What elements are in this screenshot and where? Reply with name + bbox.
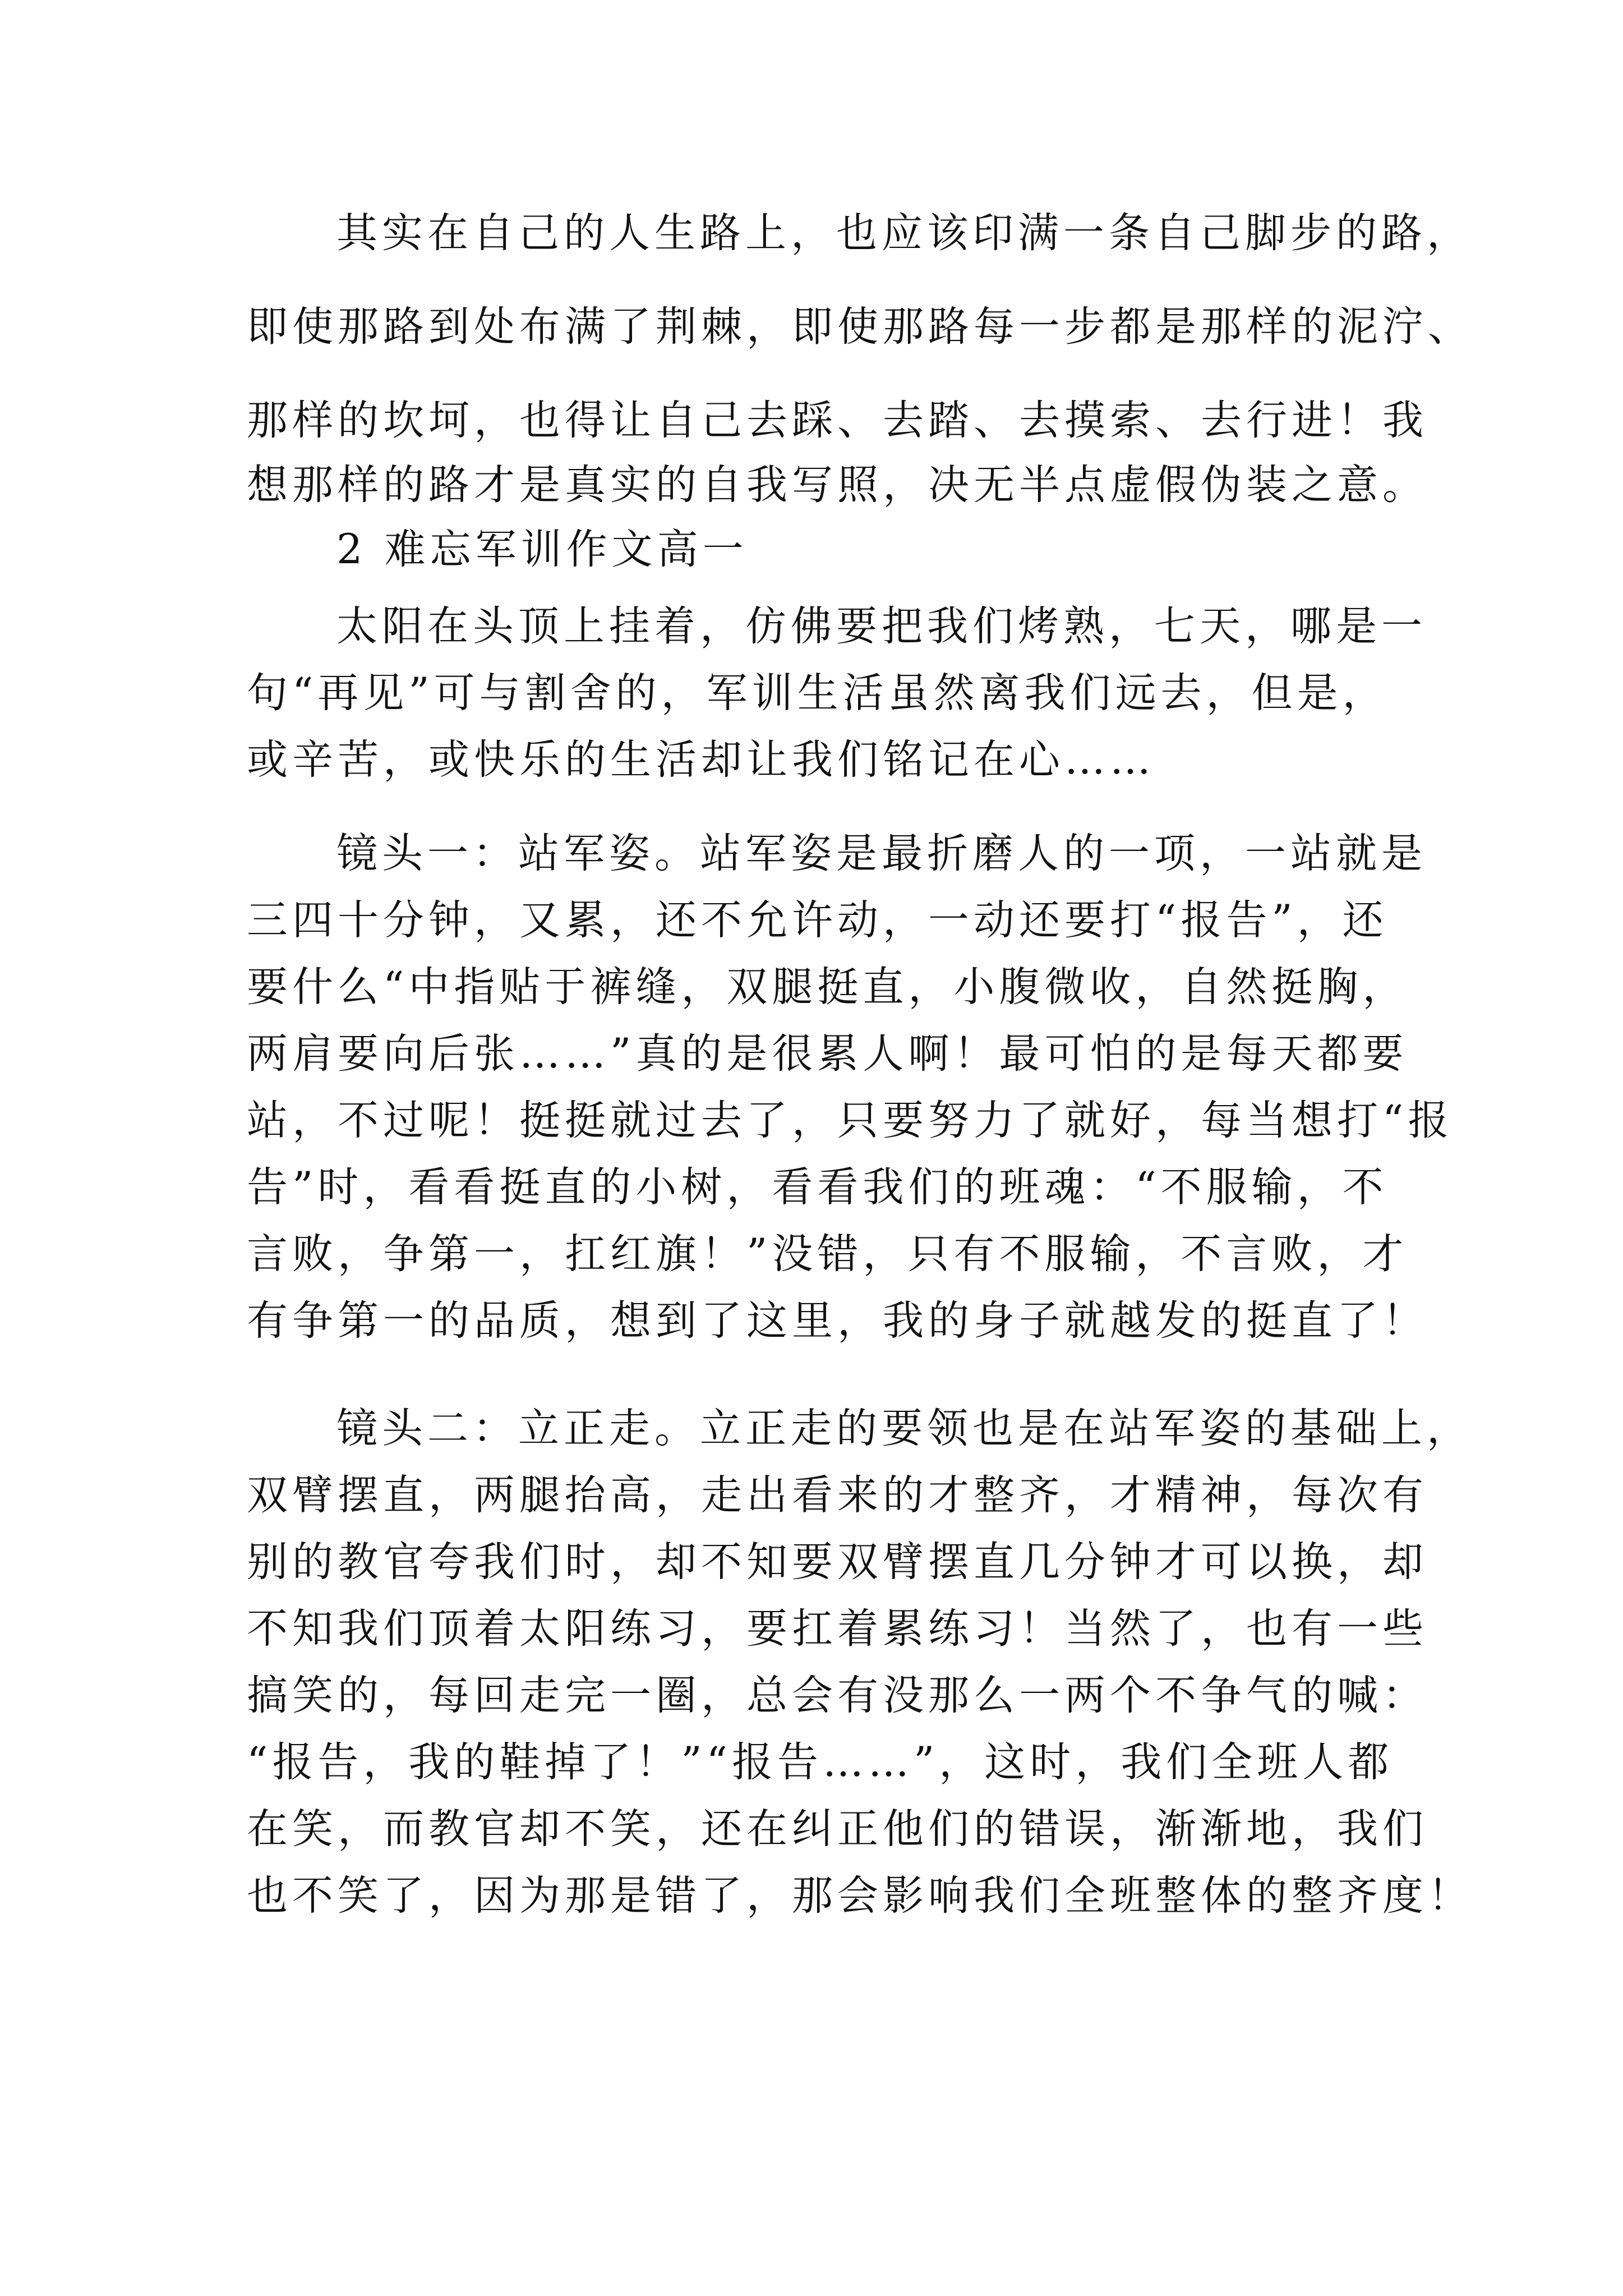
section-heading: 2 难忘军训作文高一 [336, 526, 748, 573]
text-line: 站，不过呢！挺挺就过去了，只要努力了就好，每当想打“报 [247, 1097, 1454, 1144]
text-line: 在笑，而教官却不笑，还在纠正他们的错误，渐渐地，我们 [247, 1805, 1428, 1853]
text-line: 双臂摆直，两腿抬高，走出看来的才整齐，才精神，每次有 [247, 1471, 1428, 1519]
text-line: 告”时，看看挺直的小树，看看我们的班魂：“不服输，不 [247, 1163, 1388, 1211]
text-line: 镜头二：立正走。立正走的要领也是在站军姿的基础上， [336, 1405, 1472, 1452]
text-line: 搞笑的，每回走完一圈，总会有没那么一两个不争气的喊： [247, 1672, 1428, 1719]
text-line: 太阳在头顶上挂着，仿佛要把我们烤熟，七天，哪是一 [336, 602, 1427, 650]
text-line: 三四十分钟，又累，还不允许动，一动还要打“报告”，还 [247, 896, 1388, 944]
text-line: 有争第一的品质，想到了这里，我的身子就越发的挺直了！ [247, 1297, 1428, 1345]
text-line: 不知我们顶着太阳练习，要扛着累练习！当然了，也有一些 [247, 1605, 1428, 1653]
text-line: 或辛苦，或快乐的生活却让我们铭记在心…… [247, 736, 1155, 784]
text-line: 要什么“中指贴于裤缝，双腿挺直，小腹微收，自然挺胸， [247, 963, 1408, 1011]
text-line: 别的教官夸我们时，却不知要双臂摆直几分钟才可以换，却 [247, 1538, 1428, 1586]
text-line: 两肩要向后张……”真的是很累人啊！最可怕的是每天都要 [247, 1030, 1408, 1078]
text-line: “报告，我的鞋掉了！”“报告……”，这时，我们全班人都 [247, 1738, 1394, 1786]
text-line: 那样的坎坷，也得让自己去踩、去踏、去摸索、去行进！我 [247, 397, 1428, 444]
text-line: 即使那路到处布满了荆棘，即使那路每一步都是那样的泥泞、 [247, 303, 1473, 351]
text-line: 言败，争第一，扛红旗！”没错，只有不服输，不言败，才 [247, 1230, 1408, 1278]
text-line: 镜头一：站军姿。站军姿是最折磨人的一项，一站就是 [336, 830, 1427, 877]
text-line: 也不笑了，因为那是错了，那会影响我们全班整体的整齐度！ [247, 1872, 1473, 1920]
text-line: 其实在自己的人生路上，也应该印满一条自己脚步的路， [336, 209, 1472, 257]
text-line: 句“再见”可与割舍的，军训生活虽然离我们远去，但是， [247, 669, 1388, 717]
text-line: 想那样的路才是真实的自我写照，决无半点虚假伪装之意。 [247, 461, 1428, 509]
